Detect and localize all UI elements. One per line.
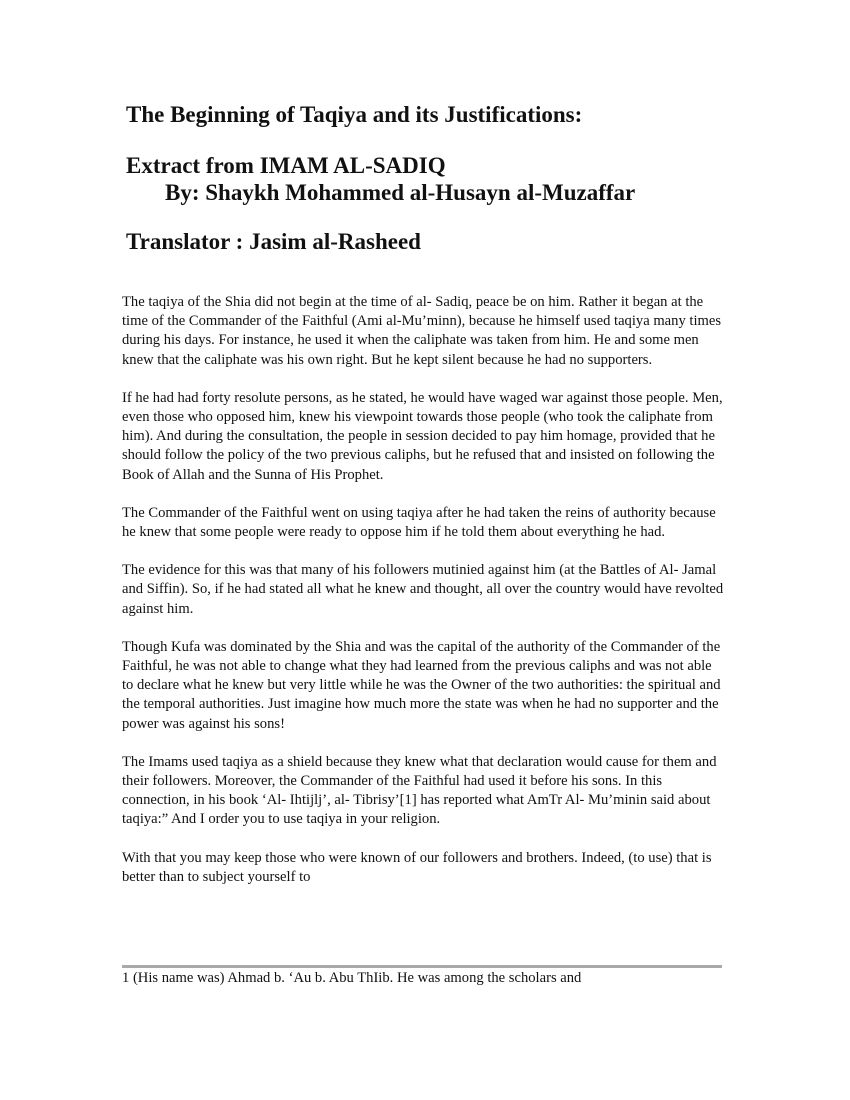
- paragraph: The taqiya of the Shia did not begin at the time of al- Sadiq, peace be on him. Rather it began at the time of the Commander of the Faithful (Ami al-Mu’minn), because he himself used taqiya many times during his days. For instance, he used it when the caliphate was taken from him. He and some men knew that the caliphate was his own right. But he kept silent because he had no supporters.: [122, 294, 722, 368]
- body-text: [122, 293, 726, 906]
- extract-line: Extract from IMAM AL-SADIQ: [126, 153, 446, 178]
- paragraph: Though Kufa was dominated by the Shia and was the capital of the authority of the Commander of the Faithful, he was not able to change what they had learned from the previous caliphs and was not able to declare what he knew but very little while he was the Owner of the two authorities: the spiritual and the temporal authorities. Just imagine how much more the state was when he had no supporter and the power was against his sons!: [122, 638, 721, 732]
- footnote-divider: [122, 965, 722, 968]
- paragraph: The evidence for this was that many of his followers mutinied against him (at the Battles of Al- Jamal and Siffin). So, if he had stated all what he knew and thought, all over the country would have revolted against him.: [122, 562, 724, 617]
- document-title: The Beginning of Taqiya and its Justifications:: [126, 102, 583, 127]
- paragraph: The Imams used taqiya as a shield because they knew what that declaration would cause for them and their followers. Moreover, the Commander of the Faithful had used it before his sons. In this connection, in his book ‘Al- Ihtijlj’, al- Tibrisy’[1] has reported what AmTr Al- Mu’minin said about taqiya:” And I order you to use taqiya in your religion.: [122, 753, 717, 828]
- paragraph: With that you may keep those who were known of our followers and brothers. Indeed, (to use) that is better than to subject yourself to: [122, 849, 712, 885]
- author-line: By: Shaykh Mohammed al-Husayn al-Muzaffar: [165, 180, 636, 205]
- paragraph: If he had had forty resolute persons, as he stated, he would have waged war against those people. Men, even those who opposed him, knew his viewpoint towards those people (who took the caliphate from him). And during the consultation, the people in session decided to pay him homage, provided that he should follow the policy of the two previous caliphs, but he refused that and insisted on following the Book of Allah and the Sunna of His Prophet.: [122, 389, 723, 483]
- translator-line: Translator : Jasim al-Rasheed: [126, 229, 421, 254]
- paragraph: The Commander of the Faithful went on using taqiya after he had taken the reins of authority because he knew that some people were ready to oppose him if he told them about everything he had.: [122, 504, 716, 541]
- footnote: 1 (His name was) Ahmad b. ‘Au b. Abu ThIib. He was among the scholars and: [122, 970, 582, 986]
